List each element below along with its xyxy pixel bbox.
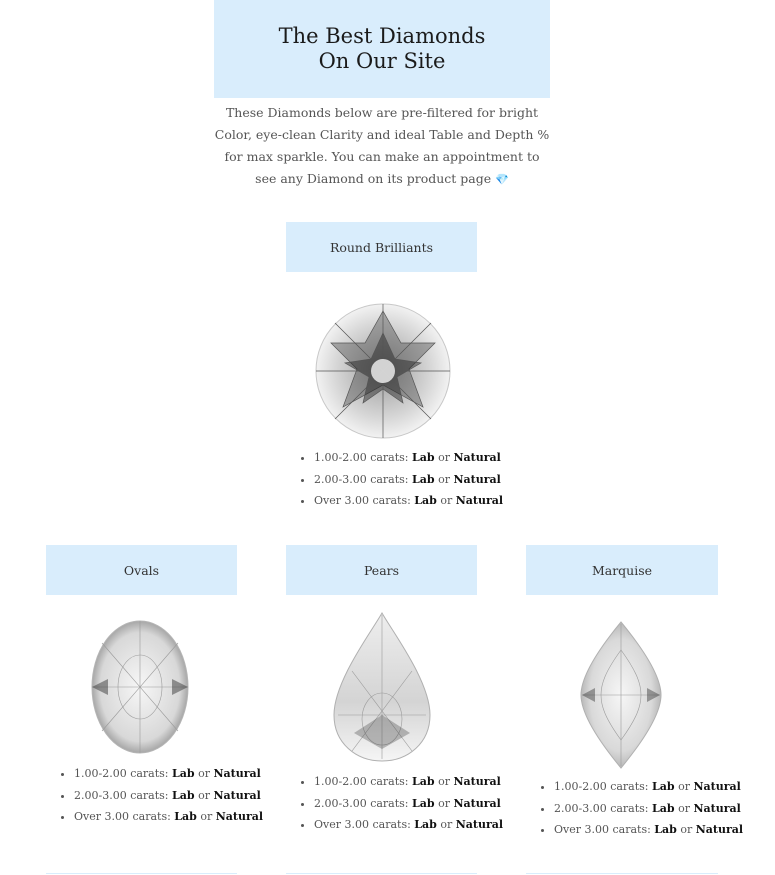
- list-item: • 2.00-3.00 carats: Lab or Natural: [554, 798, 743, 820]
- marquise-options-list: [540, 776, 743, 841]
- round-options-list: [300, 447, 503, 512]
- pear-options-list: [300, 771, 503, 836]
- lab-link[interactable]: Lab: [174, 810, 197, 823]
- oval-diamond-image[interactable]: [90, 619, 190, 755]
- lab-link[interactable]: Lab: [412, 775, 435, 788]
- natural-link[interactable]: Natural: [695, 823, 744, 836]
- divider: [286, 873, 477, 874]
- category-label: Marquise: [591, 562, 653, 578]
- natural-link[interactable]: Natural: [453, 775, 501, 788]
- list-item: • 1.00-2.00 carats: Lab or Natural: [314, 771, 503, 793]
- list-item: • Over 3.00 carats: Lab or Natural: [74, 806, 263, 828]
- category-marquise[interactable]: [526, 545, 718, 595]
- lab-link[interactable]: Lab: [172, 767, 195, 780]
- lab-link[interactable]: Lab: [654, 823, 677, 836]
- natural-link[interactable]: Natural: [453, 796, 501, 810]
- round-diamond-image[interactable]: [313, 303, 453, 439]
- list-item: • 2.00-3.00 carats: Lab or Natural: [314, 793, 503, 815]
- category-label: Round Brilliants: [329, 239, 434, 255]
- lab-link[interactable]: Lab: [414, 494, 437, 507]
- oval-options-list: [60, 763, 263, 828]
- category-label: Ovals: [123, 562, 160, 578]
- list-item: • Over 3.00 carats: Lab or Natural: [314, 490, 503, 512]
- gem-icon: 💎: [495, 173, 509, 186]
- list-item: • Over 3.00 carats: Lab or Natural: [554, 819, 743, 841]
- list-item: • 1.00-2.00 carats: Lab or Natural: [554, 776, 743, 798]
- intro-text: [214, 102, 550, 191]
- natural-link[interactable]: Natural: [693, 801, 741, 815]
- list-item: • Over 3.00 carats: Lab or Natural: [314, 814, 503, 836]
- lab-link[interactable]: Lab: [412, 472, 435, 486]
- lab-link[interactable]: Lab: [172, 788, 195, 802]
- pear-diamond-image[interactable]: [332, 611, 432, 763]
- natural-link[interactable]: Natural: [693, 780, 741, 793]
- natural-link[interactable]: Natural: [455, 818, 504, 831]
- divider: [46, 873, 237, 874]
- page-title: The Best Diamonds On Our Site: [278, 24, 486, 73]
- marquise-diamond-image[interactable]: [579, 620, 663, 770]
- list-item: • 1.00-2.00 carats: Lab or Natural: [314, 447, 503, 469]
- lab-link[interactable]: Lab: [652, 801, 675, 815]
- category-label: Pears: [363, 562, 400, 578]
- natural-link[interactable]: Natural: [453, 472, 501, 486]
- lab-link[interactable]: Lab: [412, 796, 435, 810]
- natural-link[interactable]: Natural: [455, 494, 504, 507]
- intro-paragraph: These Diamonds below are pre-filtered for bright Color, eye-clean Clarity and ideal Table and Depth % for max sparkle. You can make an appointment to see any Diamond on its product page: [214, 105, 550, 186]
- natural-link[interactable]: Natural: [215, 810, 264, 823]
- divider: [526, 873, 718, 874]
- lab-link[interactable]: Lab: [652, 780, 675, 793]
- natural-link[interactable]: Natural: [213, 788, 261, 802]
- lab-link[interactable]: Lab: [412, 451, 435, 464]
- list-item: • 2.00-3.00 carats: Lab or Natural: [314, 469, 503, 491]
- lab-link[interactable]: Lab: [414, 818, 437, 831]
- natural-link[interactable]: Natural: [213, 767, 261, 780]
- hero-banner: [214, 0, 550, 98]
- natural-link[interactable]: Natural: [453, 451, 501, 464]
- category-round-brilliants[interactable]: [286, 222, 477, 272]
- list-item: • 1.00-2.00 carats: Lab or Natural: [74, 763, 263, 785]
- category-pears[interactable]: [286, 545, 477, 595]
- list-item: • 2.00-3.00 carats: Lab or Natural: [74, 785, 263, 807]
- category-ovals[interactable]: [46, 545, 237, 595]
